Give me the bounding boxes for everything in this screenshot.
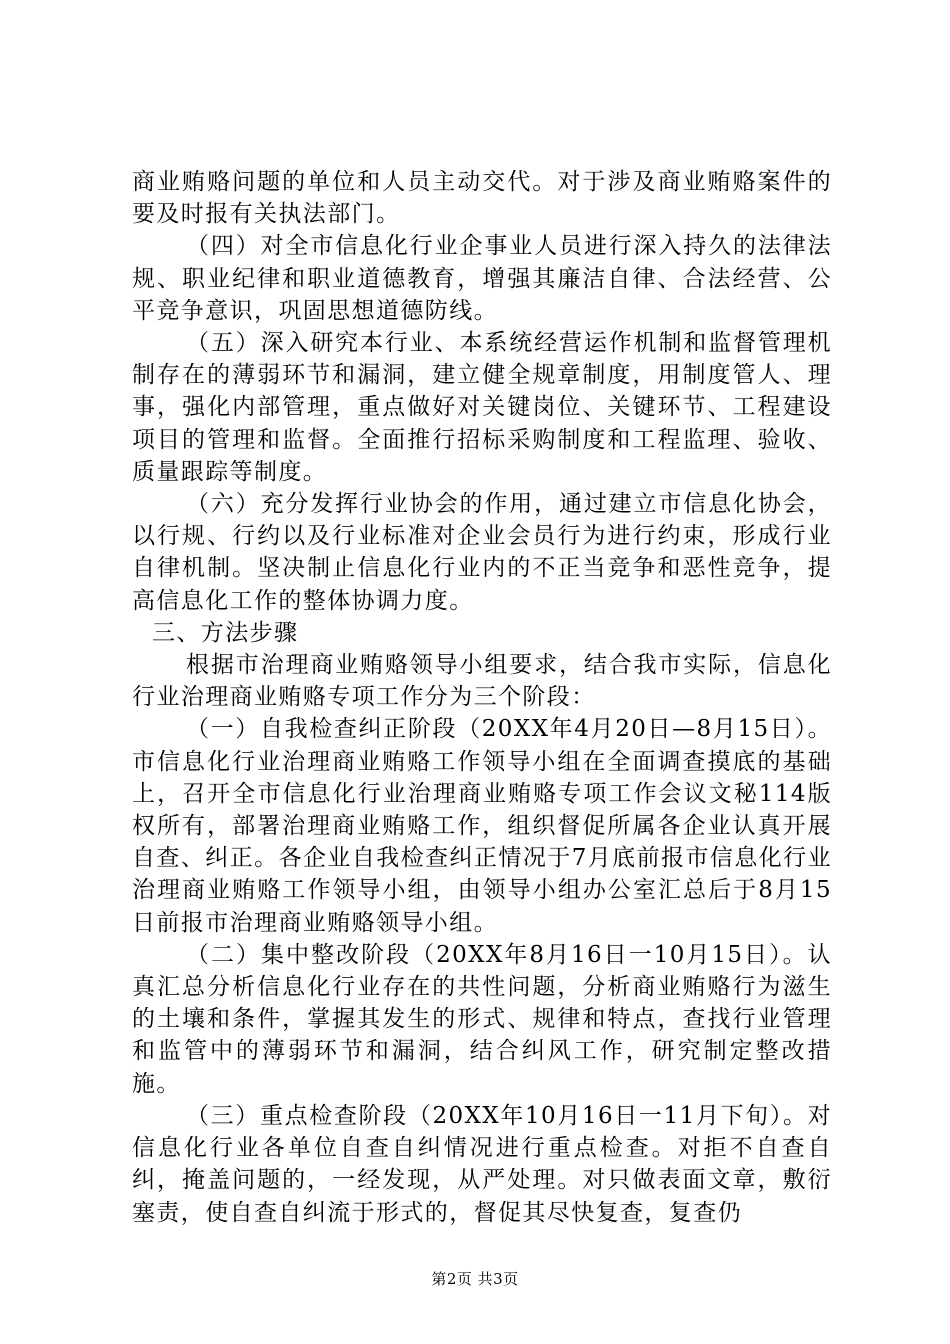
section-heading-methods: 三、方法步骤 (152, 619, 299, 646)
paragraph-continuation: 商业贿赂问题的单位和人员主动交代。对于涉及商业贿赂案件的要及时报有关执法部门。 (132, 169, 832, 228)
paragraph-item-5: （五）深入研究本行业、本系统经营运作机制和监督管理机制存在的薄弱环节和漏洞，建立健全规章制度，用制度管人、理事，强化内部管理，重点做好对关键岗位、关键环节、工程建设项目的管理和监督。全面推行招标采购制度和工程监理、验收、质量跟踪等制度。 (132, 330, 832, 485)
paragraph-stage-3: （三）重点检查阶段（20XX年10月16日一11月下旬）。对信息化行业各单位自查自纠情况进行重点检查。对拒不自查自纠，掩盖问题的，一经发现，从严处理。对只做表面文章，敷衍塞责，使自查自纠流于形式的，督促其尽快复查，复查仍 (132, 1102, 832, 1226)
document-body (132, 166, 832, 1229)
paragraph-item-4: （四）对全市信息化行业企事业人员进行深入持久的法律法规、职业纪律和职业道德教育，增强其廉洁自律、合法经营、公平竞争意识，巩固思想道德防线。 (132, 233, 832, 324)
paragraph-stage-2: （二）集中整改阶段（20XX年8月16日一10月15日）。认真汇总分析信息化行业存在的共性问题，分析商业贿赂行为滋生的土壤和条件，掌握其发生的形式、规律和特点，查找行业管理和监管中的薄弱环节和漏洞，结合纠风工作，研究制定整改措施。 (132, 941, 832, 1097)
paragraph-methods-intro: 根据市治理商业贿赂领导小组要求，结合我市实际，信息化行业治理商业贿赂专项工作分为三个阶段： (132, 652, 832, 711)
paragraph-item-6: （六）充分发挥行业协会的作用，通过建立市信息化协会，以行规、行约以及行业标准对企业会员行为进行约束，形成行业自律机制。坚决制止信息化行业内的不正当竞争和恶性竞争，提高信息化工作的整体协调力度。 (132, 491, 832, 614)
page-footer: 第2页 共3页 (431, 1270, 519, 1288)
paragraph-stage-1: （一）自我检查纠正阶段（20XX年4月20日—8月15日）。市信息化行业治理商业贿赂工作领导小组在全面调查摸底的基础上，召开全市信息化行业治理商业贿赂专项工作会议文秘114版权所有，部署治理商业贿赂工作，组织督促所属各企业认真开展自查、纠正。各企业自我检查纠正情况于7月底前报市信息化行业治理商业贿赂工作领导小组，由领导小组办公室汇总后于8月15日前报市治理商业贿赂领导小组。 (132, 716, 832, 936)
